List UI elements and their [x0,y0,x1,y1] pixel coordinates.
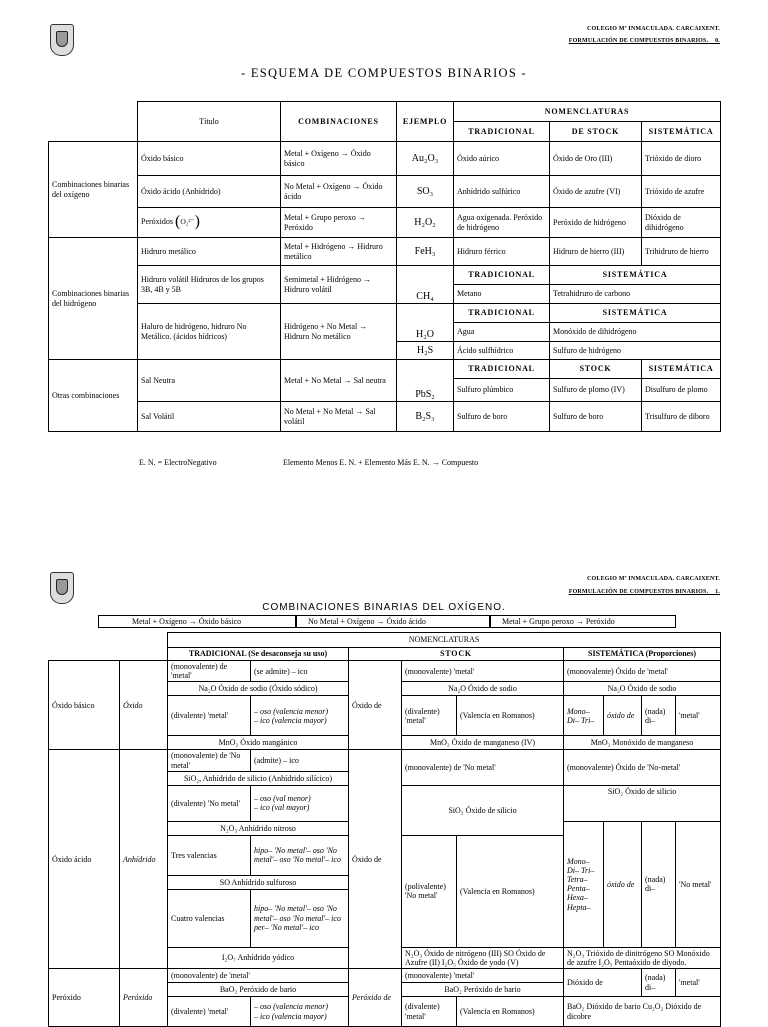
sist-rule: (nada) di– [642,696,676,736]
row-title: Hidruro metálico [138,238,281,266]
col-ejemplo: EJEMPLO [397,102,454,142]
prefix: Peróxido [120,969,168,1027]
trad-rule: (se admite) – ico [251,661,349,682]
trad-rule: – ico (valencia mayor) [254,1011,327,1021]
subheader-trad: TRADICIONAL [454,266,550,285]
row-example: PbS₂ [397,360,454,402]
row-trad: Ácido sulfhídrico [454,342,550,360]
trad-rule: – ico (val mayor) [254,803,310,813]
stock-rule: (polivalente) 'No metal' [402,835,457,947]
row-example: Au₂O₃ [397,142,454,176]
row-stock: Hidruro de hierro (III) [550,238,642,266]
row-title: Haluro de hidrógeno, hidruro No Metálico. (ácidos hídricos) [138,304,281,360]
trad-rule: Tres valencias [168,835,251,875]
example: BaO₂ Dióxido de bario Cu₂O₂ Dióxido de dicobre [564,997,721,1027]
example: Na₂O Óxido de sodio [402,682,564,696]
row-example: H₂O [397,304,454,342]
example: SiO₂ Óxido de silicio [402,785,564,835]
stock-rule: (monovalente) 'metal' [402,661,564,682]
example: Na₂O Óxido de sodio (Óxido sódico) [168,682,349,696]
row-oxido-acido: Óxido ácido [49,750,120,969]
peroxo-ion: O₂²⁻ [180,217,195,227]
col-titulo: Título [138,102,281,142]
stock-rule: (Valencia en Romanos) [457,835,564,947]
example: SiO₂ Óxido de silicio [564,785,721,821]
row-title: Óxido ácido (Anhídrido) [138,176,281,208]
sist-rule: (nada) di– [642,821,676,947]
trad-rule: – oso (valencia menor) [254,706,328,716]
bar-oxido-acido: No Metal + Oxígeno → Óxido ácido [296,615,490,628]
example: SO Anhídrido sulfuroso [168,875,349,889]
stock-prefix: Óxido de [349,661,402,750]
subheader-stock: STOCK [550,360,642,379]
school-crest-icon [50,24,74,56]
row-sist: Sulfuro de hidrógeno [550,342,721,360]
row-comb: Metal + Grupo peroxo → Peróxido [281,208,397,238]
trad-rule: – ico (valencia mayor) [254,715,327,725]
header-school: COLEGIO Mª INMACULADA. CARCAIXENT. [587,576,720,582]
row-example: SO₃ [397,176,454,208]
row-oxido-basico: Óxido básico [49,661,120,750]
row-title: Sal Volátil [138,402,281,432]
row-trad: Sulfuro de boro [454,402,550,432]
trad-rule: (divalente) 'metal' [168,696,251,736]
stock-prefix: Peróxido de [349,969,402,1027]
trad-rule: hipo– 'No metal'– oso 'No metal'– oso 'No metal'– ico [251,835,349,875]
row-stock: Sulfuro de boro [550,402,642,432]
sist-rule: (nada) di– [642,969,676,997]
row-title: Óxido básico [138,142,281,176]
trad-rule: hipo– 'No metal'– oso 'No metal'– oso 'No metal'– ico per– 'No metal'– ico [251,889,349,947]
header-stock: STOCK [349,648,564,661]
row-sist: Trióxido de azufre [642,176,721,208]
example: N₂O₃ Trióxido de dinitrógeno SO Monóxido de azufre I₂O₅ Pentaóxido de diyodo. [564,947,721,968]
stock-rule: (divalente) 'metal' [402,997,457,1027]
row-trad: Hidruro férrico [454,238,550,266]
subheader-trad: TRADICIONAL [454,360,550,379]
header-tradicional: TRADICIONAL (Se desaconseja su uso) [168,648,349,661]
trad-rule: (divalente) 'No metal' [168,785,251,821]
header-sistematica: SISTEMÁTICA (Proporciones) [564,648,721,661]
group-oxigeno: Combinaciones binarias del oxígeno [49,142,138,238]
trad-rule: (monovalente) de 'metal' [168,661,251,682]
subheader-sist: SISTEMÁTICA [550,266,721,285]
page-title: COMBINACIONES BINARIAS DEL OXÍGENO. [262,602,506,613]
summary-table [48,101,721,432]
row-trad: Óxido aúrico [454,142,550,176]
table-row [49,208,721,238]
trad-rule: – oso (valencia menor) [254,1002,328,1012]
sist-rule: (monovalente) Óxido de 'No-metal' [564,750,721,785]
stock-rule: (Valencia en Romanos) [457,997,564,1027]
group-hidrogeno: Combinaciones binarias del hidrógeno [49,238,138,360]
col-sistematica: SISTEMÁTICA [642,122,721,142]
row-trad: Agua oxigenada. Peróxido de hidrógeno [454,208,550,238]
stock-rule: (Valencia en Romanos) [457,696,564,736]
row-peroxido: Peróxido [49,969,120,1027]
example: MnO₂ Óxido mangánico [168,736,349,750]
footnote-rule: Elemento Menos E. N. + Elemento Más E. N. → Compuesto [283,458,479,467]
row-trad: Sulfuro plúmbico [454,379,550,402]
row-sist: Dióxido de dihidrógeno [642,208,721,238]
row-example: B₂S₃ [397,402,454,432]
table-row [49,176,721,208]
col-tradicional: TRADICIONAL [454,122,550,142]
example: I₂O₇ Anhídrido yódico [168,947,349,968]
example: N₂O₃ Óxido de nitrógeno (III) SO Óxido de Azufre (II) I₂O₅ Óxido de yodo (V) [402,947,564,968]
table-row [49,238,721,266]
page-title: - ESQUEMA DE COMPUESTOS BINARIOS - [240,66,527,80]
example: BaO₂ Peróxido de bario [402,983,564,997]
col-nomenclaturas: NOMENCLATURAS [454,102,721,122]
example: N₂O₃ Anhídrido nitroso [168,821,349,835]
prefix: Óxido [120,661,168,750]
stock-rule: (monovalente) 'metal' [402,969,564,983]
row-trad: Metano [454,285,550,304]
trad-rule: Cuatro valencias [168,889,251,947]
row-comb: Metal + Oxígeno → Óxido básico [281,142,397,176]
trad-rule: (admite) – ico [251,750,349,771]
col-stock: DE STOCK [550,122,642,142]
prefix: Anhídrido [120,750,168,969]
row-example: H₂S [397,342,454,360]
trad-rule: – oso (val menor) [254,794,311,804]
header-subject: FORMULACIÓN DE COMPUESTOS BINARIOS. 1. [568,589,720,595]
oxygen-table [48,632,721,1027]
sist-prefixes: Mono– Di– Tri– [564,696,604,736]
sist-rule: 'metal' [676,969,721,997]
row-sist: Trisulfuro de diboro [642,402,721,432]
sist-rule: (monovalente) Óxido de 'metal' [564,661,721,682]
row-title: Peróxidos (O₂²⁻) [138,208,281,238]
group-otras: Otras combinaciones [49,360,138,432]
row-stock: Óxido de azufre (VI) [550,176,642,208]
row-stock: Peróxido de hidrógeno [550,208,642,238]
row-example: FeH₃ [397,238,454,266]
school-crest-icon [50,572,74,604]
stock-rule: (divalente) 'metal' [402,696,457,736]
row-comb: Semimetal + Hidrógeno → Hidruro volátil [281,266,397,304]
bar-oxido-basico: Metal + Oxígeno → Óxido básico [98,615,296,628]
example: SiO₂, Anhídrido de silicio (Anhídrido silícico) [168,771,349,785]
row-stock: Óxido de Oro (III) [550,142,642,176]
sist-prefixes: Mono– Di– Tri– Tetra– Penta– Hexa– Hepta– [564,821,604,947]
row-sist: Tetrahidruro de carbono [550,285,721,304]
row-sist: Trióxido de dioro [642,142,721,176]
row-sist: Disulfuro de plomo [642,379,721,402]
row-comb: Hidrógeno + No Metal → Hidruro No metálico [281,304,397,360]
row-trad: Agua [454,323,550,342]
header-subject: FORMULACIÓN DE COMPUESTOS BINARIOS. 0. [568,38,720,44]
trad-rule: (monovalente) de 'No metal' [168,750,251,771]
example: MnO₂ Monóxido de manganeso [564,736,721,750]
bar-peroxido: Metal + Grupo peroxo → Peróxido [490,615,676,628]
sist-rule: 'metal' [676,696,721,736]
sist-rule: óxido de [604,821,642,947]
example: MnO₂ Óxido de manganeso (IV) [402,736,564,750]
sist-rule: óxido de [604,696,642,736]
trad-rule: (monovalente) de 'metal' [168,969,349,983]
row-example: H₂O₂ [397,208,454,238]
sist-rule: Dióxido de [564,969,642,997]
header-school: COLEGIO Mª INMACULADA. CARCAIXENT. [587,26,720,32]
subheader-trad: TRADICIONAL [454,304,550,323]
stock-rule: (monovalente) de 'No metal' [402,750,564,785]
row-comb: Metal + No Metal → Sal neutra [281,360,397,402]
row-comb: Metal + Hidrógeno → Hidruro metálico [281,238,397,266]
row-comb: No Metal + No Metal → Sal volátil [281,402,397,432]
table-row [49,142,721,176]
col-combinaciones: COMBINACIONES [281,102,397,142]
row-stock: Sulfuro de plomo (IV) [550,379,642,402]
footnote-en: E. N. = ElectroNegativo [139,458,217,467]
example: Na₂O Óxido de sodio [564,682,721,696]
nomenclaturas-header: NOMENCLATURAS [168,633,721,648]
subheader-sist: SISTEMÁTICA [642,360,721,379]
row-sist: Monóxido de dihidrógeno [550,323,721,342]
row-comb: No Metal + Oxígeno → Óxido ácido [281,176,397,208]
subheader-sist: SISTEMÁTICA [550,304,721,323]
row-example: CH₄ [397,266,454,304]
stock-prefix: Óxido de [349,750,402,969]
trad-rule: (divalente) 'metal' [168,997,251,1027]
sist-rule: 'No metal' [676,821,721,947]
example: BaO₂ Peróxido de bario [168,983,349,997]
row-title: Hidruro volátil Hidruros de los grupos 3B, 4B y 5B [138,266,281,304]
row-sist: Trihidruro de hierro [642,238,721,266]
row-trad: Anhídrido sulfúrico [454,176,550,208]
row-title: Sal Neutra [138,360,281,402]
